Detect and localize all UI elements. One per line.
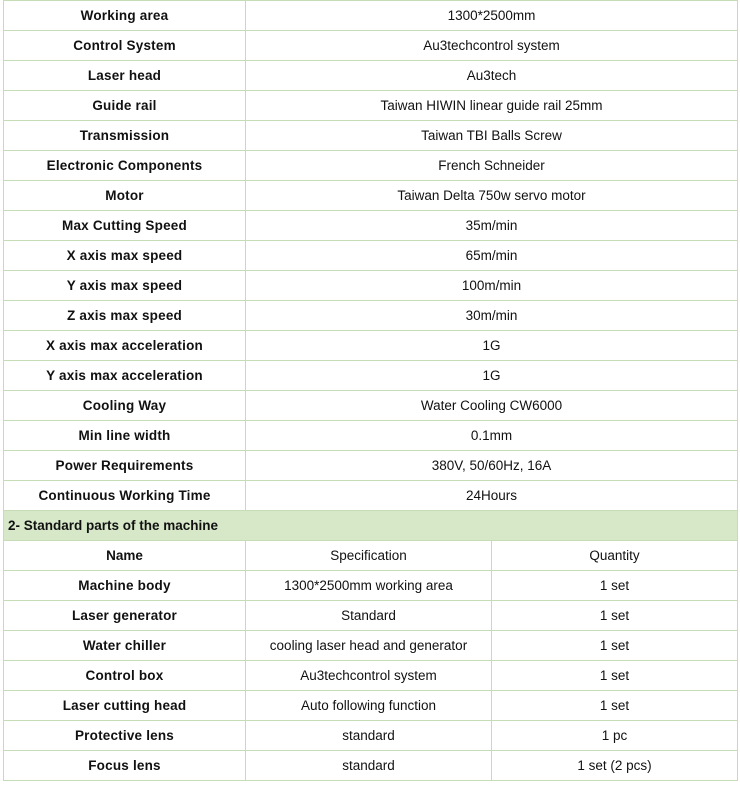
spec-row (4, 481, 738, 511)
column-header-spec: Specification (246, 541, 492, 571)
spec-label: Max Cutting Speed (4, 211, 246, 241)
part-row (4, 661, 738, 691)
spec-value: Au3techcontrol system (246, 31, 738, 61)
machine-spec-table (3, 0, 738, 781)
part-spec: cooling laser head and generator (246, 631, 492, 661)
part-name: Protective lens (4, 721, 246, 751)
spec-label: Guide rail (4, 91, 246, 121)
spec-value: 1G (246, 361, 738, 391)
spec-value: 65m/min (246, 241, 738, 271)
part-qty: 1 set (492, 601, 738, 631)
part-row (4, 721, 738, 751)
spec-value: 100m/min (246, 271, 738, 301)
spec-value: 30m/min (246, 301, 738, 331)
spec-label: Laser head (4, 61, 246, 91)
part-qty: 1 pc (492, 721, 738, 751)
spec-row (4, 241, 738, 271)
part-name: Laser cutting head (4, 691, 246, 721)
part-spec: standard (246, 751, 492, 781)
spec-row (4, 91, 738, 121)
spec-label: Transmission (4, 121, 246, 151)
spec-value: Au3tech (246, 61, 738, 91)
part-qty: 1 set (492, 691, 738, 721)
spec-label: X axis max speed (4, 241, 246, 271)
spec-value: 35m/min (246, 211, 738, 241)
spec-value: Taiwan Delta 750w servo motor (246, 181, 738, 211)
spec-row (4, 121, 738, 151)
spec-label: Z axis max speed (4, 301, 246, 331)
spec-label: Motor (4, 181, 246, 211)
spec-value: 0.1mm (246, 421, 738, 451)
part-spec: Au3techcontrol system (246, 661, 492, 691)
part-qty: 1 set (492, 571, 738, 601)
spec-row (4, 331, 738, 361)
spec-row (4, 391, 738, 421)
spec-row (4, 421, 738, 451)
spec-value: 380V, 50/60Hz, 16A (246, 451, 738, 481)
spec-label: Power Requirements (4, 451, 246, 481)
spec-label: Control System (4, 31, 246, 61)
part-name: Control box (4, 661, 246, 691)
spec-row (4, 211, 738, 241)
part-spec: 1300*2500mm working area (246, 571, 492, 601)
spec-label: Cooling Way (4, 391, 246, 421)
spec-row (4, 1, 738, 31)
spec-value: Water Cooling CW6000 (246, 391, 738, 421)
spec-label: Working area (4, 1, 246, 31)
section-title: 2- Standard parts of the machine (4, 511, 738, 541)
part-qty: 1 set (492, 631, 738, 661)
spec-label: Y axis max acceleration (4, 361, 246, 391)
part-spec: standard (246, 721, 492, 751)
spec-row (4, 361, 738, 391)
spec-label: X axis max acceleration (4, 331, 246, 361)
spec-value: 1300*2500mm (246, 1, 738, 31)
spec-value: Taiwan TBI Balls Screw (246, 121, 738, 151)
spec-row (4, 271, 738, 301)
part-name: Machine body (4, 571, 246, 601)
spec-label: Y axis max speed (4, 271, 246, 301)
part-name: Water chiller (4, 631, 246, 661)
section-header-row (4, 511, 738, 541)
spec-value: Taiwan HIWIN linear guide rail 25mm (246, 91, 738, 121)
part-row (4, 631, 738, 661)
part-name: Focus lens (4, 751, 246, 781)
part-row (4, 601, 738, 631)
spec-row (4, 61, 738, 91)
spec-value: 1G (246, 331, 738, 361)
part-qty: 1 set (492, 661, 738, 691)
spec-row (4, 451, 738, 481)
part-qty: 1 set (2 pcs) (492, 751, 738, 781)
part-spec: Auto following function (246, 691, 492, 721)
spec-row (4, 301, 738, 331)
spec-row (4, 181, 738, 211)
spec-row (4, 151, 738, 181)
spec-table-body (4, 1, 738, 781)
spec-value: 24Hours (246, 481, 738, 511)
spec-label: Electronic Components (4, 151, 246, 181)
part-name: Laser generator (4, 601, 246, 631)
parts-header-row (4, 541, 738, 571)
part-row (4, 571, 738, 601)
spec-label: Continuous Working Time (4, 481, 246, 511)
part-row (4, 691, 738, 721)
part-spec: Standard (246, 601, 492, 631)
spec-label: Min line width (4, 421, 246, 451)
spec-value: French Schneider (246, 151, 738, 181)
spec-row (4, 31, 738, 61)
column-header-name: Name (4, 541, 246, 571)
column-header-qty: Quantity (492, 541, 738, 571)
part-row (4, 751, 738, 781)
